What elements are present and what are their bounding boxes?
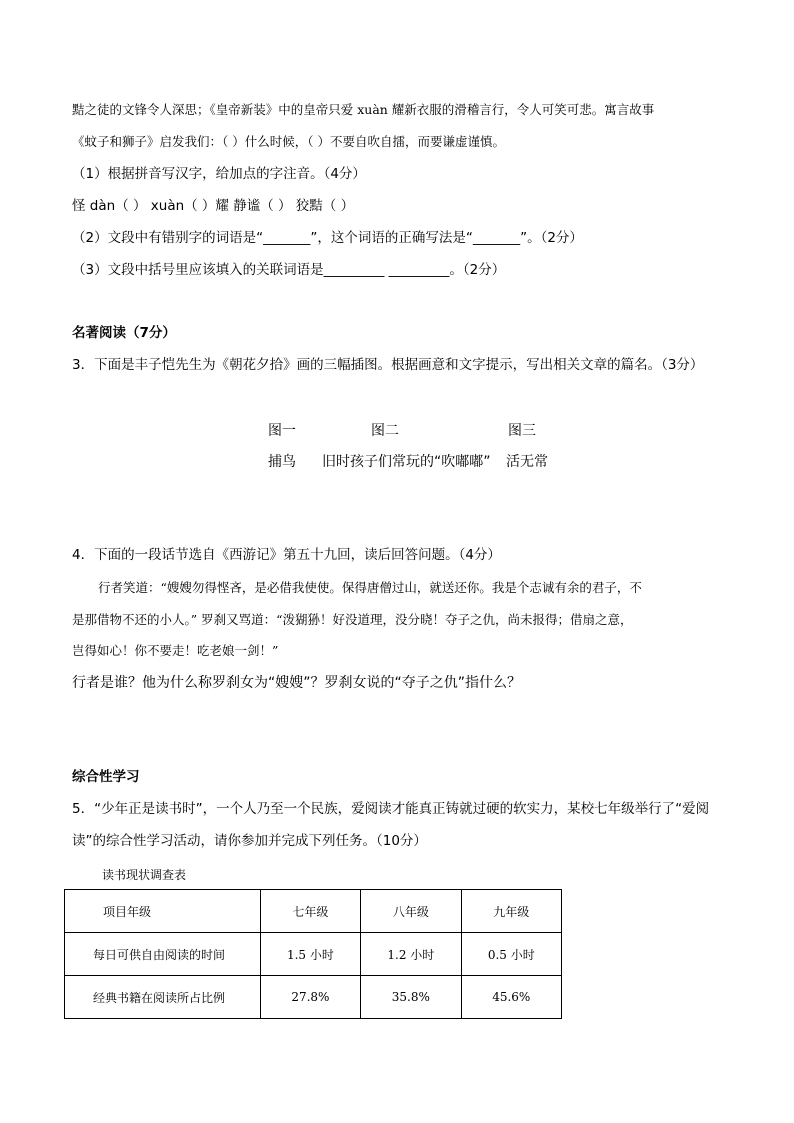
passage-line-2: 《蚊子和狮子》启发我们：（ ）什么时候，（ ）不要自吹自擂，而要谦虚谨慎。 [72, 134, 505, 149]
table-cell: 经典书籍在阅读所占比例 [65, 976, 261, 1019]
question-5-line-1: 5．“少年正是读书时”，一个人乃至一个民族，爱阅读才能真正铸就过硬的软实力，某校七年级举行了“爱阅 [72, 801, 710, 817]
table-cell: 45.6% [461, 976, 561, 1019]
header-cell: 项目年级 [65, 890, 261, 933]
section-heading-classics: 名著阅读（7分） [72, 325, 176, 341]
q2-sub1-items: 怪 dàn（ ） xuàn（ ）耀 静谧（ ） 狡黠（ ） [72, 198, 355, 214]
question-5-line-2: 读”的综合性学习活动，请你参加并完成下列任务。（10分） [72, 833, 427, 849]
table-cell: 1.5 小时 [260, 933, 360, 976]
header-cell: 九年级 [461, 890, 561, 933]
table-header-row [65, 890, 562, 933]
table-cell: 35.8% [361, 976, 461, 1019]
passage-line-1: 黠之徒的文锋令人深思；《皇帝新装》中的皇帝只爱 xuàn 耀新衣服的滑稽言行，令人可笑可悲。寓言故事 [72, 102, 655, 117]
table-cell: 1.2 小时 [361, 933, 461, 976]
table-row [65, 976, 562, 1019]
table-cell: 每日可供自由阅读的时间 [65, 933, 261, 976]
q4-question: 行者是谁？他为什么称罗刹女为“嫂嫂”？罗刹女说的“夺子之仇”指什么？ [72, 675, 522, 691]
q2-sub1-prompt: （1）根据拼音写汉字，给加点的字注音。（4分） [72, 166, 366, 182]
figure-caption-1: 捕鸟 [268, 454, 296, 470]
question-3: 3．下面是丰子恺先生为《朝花夕拾》画的三幅插图。根据画意和文字提示，写出相关文章的篇名。（3分） [72, 357, 704, 373]
survey-table [64, 889, 562, 1019]
q2-sub3-prompt: （3）文段中括号里应该填入的关联词语是_________ _________。（2分） [72, 262, 506, 278]
question-4: 4．下面的一段话节选自《西游记》第五十九回，读后回答问题。（4分） [72, 547, 501, 563]
q4-passage-line-2: 是那借物不还的小人。” 罗刹又骂道：“泼猢狲！好没道理，没分晓！夺子之仇，尚未报得；借扇之意， [72, 612, 633, 627]
figure-label-3: 图三 [508, 423, 536, 439]
figure-label-1: 图一 [268, 423, 296, 439]
table-cell: 27.8% [260, 976, 360, 1019]
section-heading-integrated: 综合性学习 [72, 769, 140, 785]
q4-passage-line-1: 行者笑道：“嫂嫂勿得悭吝，是必借我使使。保得唐僧过山，就送还你。我是个志诚有余的君子，不 [98, 580, 642, 595]
figure-label-2: 图二 [371, 423, 399, 439]
figure-caption-2: 旧时孩子们常玩的“吹嘟嘟” [322, 454, 491, 470]
header-cell: 八年级 [361, 890, 461, 933]
q2-sub2-prompt: （2）文段中有错别字的词语是“_______”，这个词语的正确写法是“_______”。（2分） [72, 230, 583, 246]
figure-caption-3: 活无常 [506, 454, 548, 470]
q4-passage-line-3: 岂得如心！你不要走！吃老娘一剑！” [72, 643, 279, 658]
table-cell: 0.5 小时 [461, 933, 561, 976]
header-cell: 七年级 [260, 890, 360, 933]
table-row [65, 933, 562, 976]
table-title: 读书现状调查表 [102, 868, 187, 882]
